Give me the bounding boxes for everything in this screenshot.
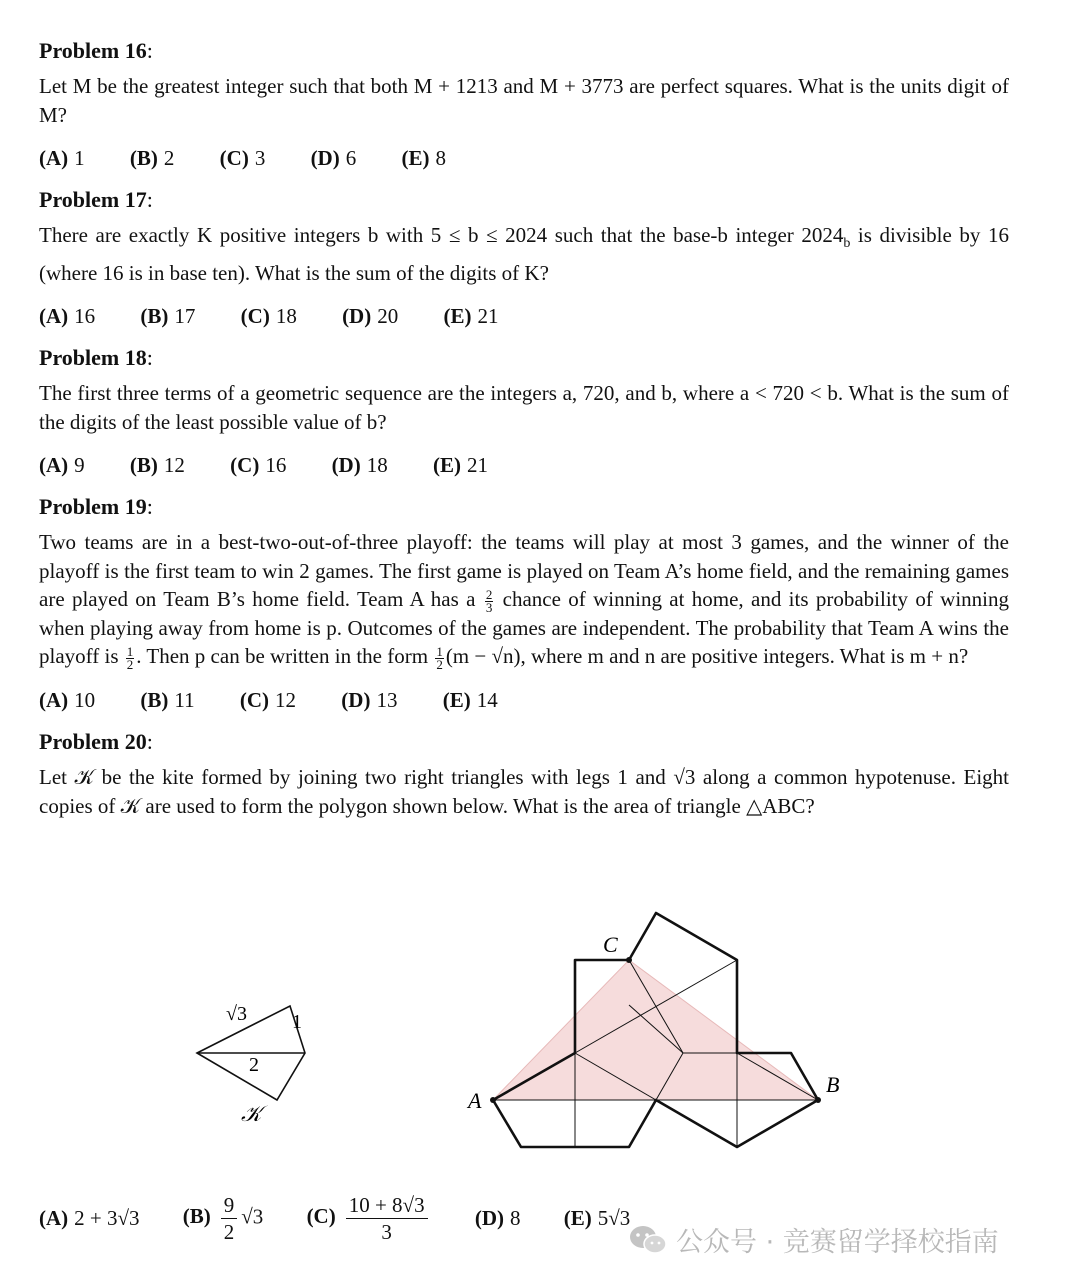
choice-e: (E) 5√3 bbox=[563, 1206, 631, 1230]
kite-name: 𝒦 bbox=[241, 1101, 262, 1126]
choice-d: (D) 8 bbox=[474, 1206, 521, 1230]
choice-d: (D) 13 bbox=[341, 688, 398, 713]
fraction-one-half-form: $\frac{1}{2}$ bbox=[436, 644, 443, 673]
choice-c: (C) 3 bbox=[219, 146, 266, 170]
problem-18-text: The first three terms of a geometric sequence are the integers a, 720, and b, where a < 720 < b. What is the sum of the digits of the least possible value of b? bbox=[39, 381, 1009, 434]
problem-17-text: There are exactly K positive integers b with 5 ≤ b ≤ 2024 such that the base-b integer $2024_b$ is divisible by 16 (where 16 is in base ten). What is the sum of the digits of K? bbox=[39, 223, 1009, 285]
choice-c: (C) $\frac{10 + 8√3}{3}$ bbox=[307, 1192, 432, 1245]
choice-b: (B) 11 bbox=[140, 688, 195, 713]
choice-d: (D) 18 bbox=[331, 453, 388, 478]
problem-16-title: Problem 16: bbox=[39, 38, 153, 63]
problem-20-title: Problem 20: bbox=[39, 729, 153, 755]
problem-20-text: Let 𝒦 be the kite formed by joining two right triangles with legs 1 and √3 along a common hypotenuse. Eight copies of 𝒦 are used to form the polygon shown below. What is the area of triangle △ABC? bbox=[39, 765, 1009, 818]
choice-c: (C) 12 bbox=[239, 688, 297, 713]
choice-b: (B) 2 bbox=[129, 146, 175, 170]
kite-diagram bbox=[197, 1006, 305, 1100]
choice-c: (C) 18 bbox=[240, 304, 297, 329]
label-a: A bbox=[468, 1088, 482, 1113]
fraction-choice-c: $\frac{10 + 8√3}{3}$ bbox=[346, 1192, 428, 1245]
point-c bbox=[626, 957, 632, 963]
choice-b: (B) 12 bbox=[129, 453, 185, 478]
fraction-nine-halves: $\frac{9}{2}$ bbox=[221, 1192, 238, 1245]
fraction-one-half: $\frac{1}{2}$ bbox=[126, 644, 134, 673]
choice-d: (D) 6 bbox=[310, 146, 357, 170]
label-b: B bbox=[826, 1072, 840, 1097]
point-a bbox=[490, 1097, 496, 1103]
choice-a: (A) 10 bbox=[39, 688, 96, 713]
watermark-text: 公众号 · 竞赛留学择校指南 bbox=[676, 1227, 999, 1258]
label-c: C bbox=[603, 932, 618, 957]
problem-18-title: Problem 18: bbox=[39, 345, 153, 371]
problem-16-text: Let M be the greatest integer such that both M + 1213 and M + 3773 are perfect squares. What is the units digit of M? bbox=[39, 74, 1009, 127]
watermark bbox=[628, 1220, 999, 1259]
choice-a: (A) 16 bbox=[39, 304, 96, 329]
choice-b: (B) 17 bbox=[140, 304, 196, 329]
kite-label-one: 1 bbox=[292, 1011, 302, 1033]
choice-e: (E) 21 bbox=[432, 453, 488, 478]
problem-17-title: Problem 17: bbox=[39, 187, 153, 212]
kite-label-sqrt3: √3 bbox=[226, 1003, 247, 1025]
wechat-icon bbox=[628, 1223, 668, 1257]
choice-e: (E) 21 bbox=[443, 304, 499, 329]
problem-19-title: Problem 19: bbox=[39, 494, 153, 520]
triangle-abc bbox=[493, 960, 818, 1100]
choice-d: (D) 20 bbox=[342, 304, 399, 329]
choice-e: (E) 8 bbox=[401, 146, 446, 170]
problem-19-text: Two teams are in a best-two-out-of-three playoff: the teams will play at most 3 games, and the winner of the playoff is the first team to win 2 games. The first game is played on Team A’s home field, and the remaining games are played on Team B’s home field. Team A has a $\frac{2}{3}$ chance of winning at home, and its probability of winning when playing away from home is p. Outcomes of the games are independent. The probability that Team A wins the playoff is $\frac{1}{2}$ . Then p can be written in the form $\frac{1}{2}$ (m − √n), where m and n are positive integers. What is m + n? bbox=[39, 530, 1010, 673]
choice-a: (A) 9 bbox=[39, 453, 85, 478]
choice-a: (A) 1 bbox=[39, 146, 85, 170]
point-b bbox=[815, 1097, 821, 1103]
problem-20-choices bbox=[39, 1192, 668, 1245]
kite-label-two: 2 bbox=[249, 1054, 259, 1076]
fraction-two-thirds: $\frac{2}{3}$ bbox=[485, 586, 493, 615]
polygon-diagram bbox=[490, 913, 821, 1147]
choice-a: (A) 2 + 3√3 bbox=[39, 1206, 140, 1230]
choice-c: (C) 16 bbox=[230, 453, 287, 478]
choice-b: (B) $\frac{9}{2}$ √3 bbox=[182, 1193, 264, 1244]
choice-e: (E) 14 bbox=[442, 688, 498, 713]
